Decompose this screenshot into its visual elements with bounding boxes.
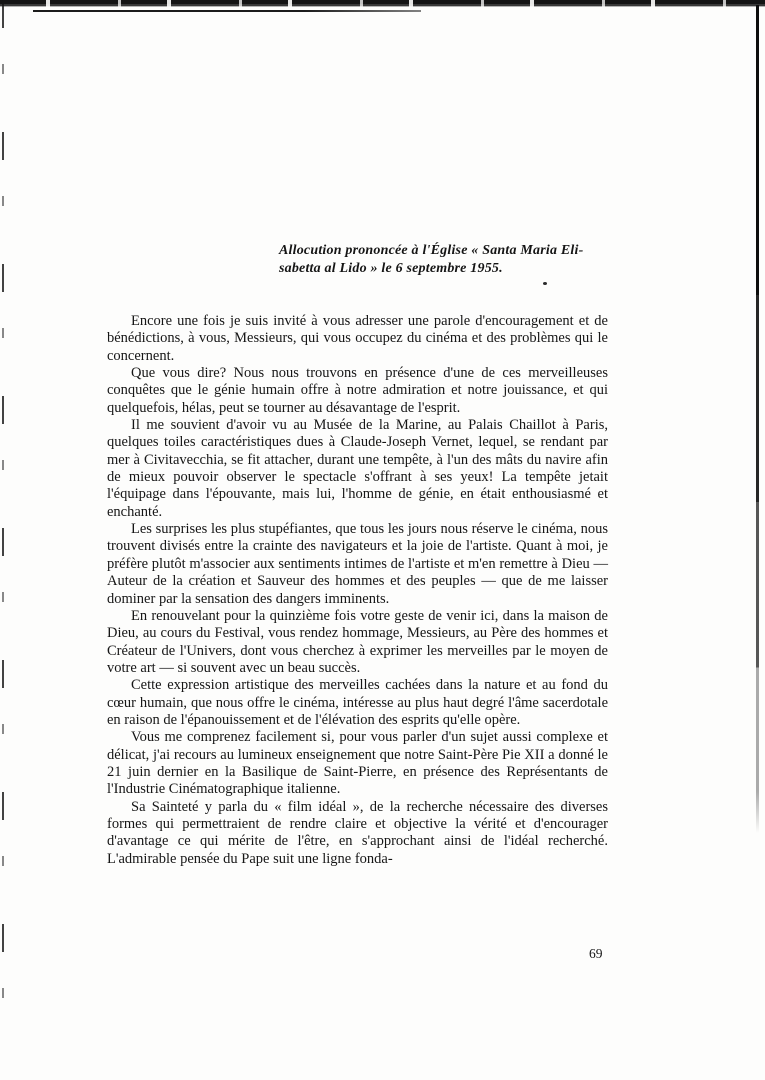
chapter-heading — [279, 242, 609, 278]
paragraph-5: En renouvelant pour la quinzième fois votre geste de venir ici, dans la maison de Dieu, au cours du Festival, vous rendez hommage, Messieurs, au Père des hommes et Créateur de l'Univers, dont vous cherchez à exprimer les merveilles par le moyen de votre art — si souvent avec un beau succès. — [107, 607, 608, 676]
heading-line-1: Allocution prononcée à l'Église « Santa Maria Eli- — [279, 243, 584, 258]
heading-line-2: sabetta al Lido » le 6 septembre 1955. — [279, 261, 503, 276]
page-number: 69 — [589, 946, 603, 961]
scan-artifact-top-edge — [0, 0, 765, 8]
scan-artifact-right-edge — [756, 5, 759, 833]
paragraph-4: Les surprises les plus stupéfiantes, que tous les jours nous réserve le cinéma, nous trouvent divisés entre la crainte des navigateurs et la joie de l'artiste. Quant à moi, je préfère plutôt m'associer aux sentiments intimes de l'artiste et m'en remettre à Dieu — Auteur de la création et Sauveur des hommes et des peuples — que de me laisser dominer par la sensation des dangers imminents. — [107, 521, 608, 607]
paragraph-1: Encore une fois je suis invité à vous adresser une parole d'encouragement et de bénédictions, à vous, Messieurs, qui vous occupez du cinéma et des problèmes qui le concernent. — [107, 313, 608, 364]
body-text — [107, 313, 608, 868]
paragraph-3: Il me souvient d'avoir vu au Musée de la Marine, au Palais Chaillot à Paris, quelques toiles caractéristiques dues à Claude-Joseph Vernet, lequel, se rendant par mer à Civitavecchia, se fit attacher, durant une tempête, à l'un des mâts du navire afin de mieux pouvoir observer le spectacle s'offrant à ses yeux! La tempête jetait l'équipage dans l'épouvante, mais lui, l'homme de génie, en était enthousiasmé et enchanté. — [107, 417, 608, 520]
paragraph-6: Cette expression artistique des merveilles cachées dans la nature et au fond du cœur humain, que nous offre le cinéma, intéresse au plus haut degré l'âme sacerdotale en raison de l'épanouissement et de l'élévation des esprits qu'elle opère. — [107, 677, 608, 728]
paragraph-7: Vous me comprenez facilement si, pour vous parler d'un sujet aussi complexe et délicat, j'ai recours au lumineux enseignement que notre Saint-Père Pie XII a donné le 21 juin dernier en la Basilique de Saint-Pierre, en présence des Représentants de l'Industrie Cinématographique italienne. — [107, 729, 608, 798]
paragraph-2: Que vous dire? Nous nous trouvons en présence d'une de ces merveilleuses conquêtes que le génie humain offre à notre admiration et notre jouissance, et qui quelquefois, hélas, peut se tourner au désavantage de l'esprit. — [107, 365, 608, 416]
paragraph-8: Sa Sainteté y parla du « film idéal », de la recherche nécessaire des diverses formes qui permettraient de rendre claire et objective la vérité et d'encourager d'avantage ce qui mérite de l'être, en s'approchant ainsi de l'idéal recherché. L'admirable pensée du Pape suit une ligne fonda- — [107, 798, 608, 867]
scan-artifact-top-rule — [33, 10, 421, 12]
scan-artifact-speck — [543, 282, 547, 285]
scan-artifact-left-edge — [2, 0, 4, 1016]
